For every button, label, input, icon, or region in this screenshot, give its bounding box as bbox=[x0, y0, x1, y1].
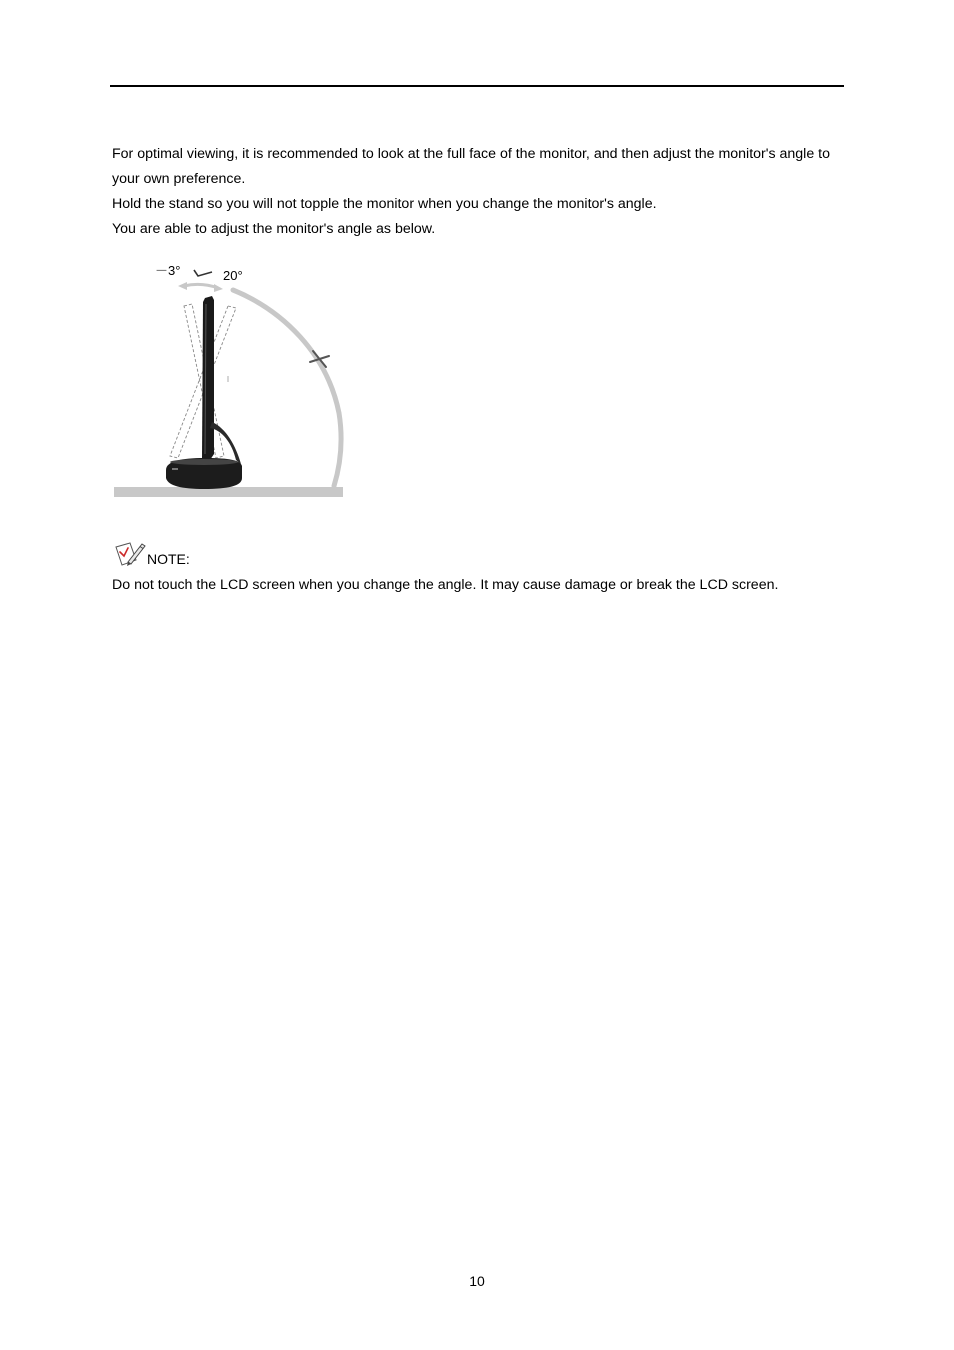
page-number: 10 bbox=[469, 1273, 485, 1289]
tilt-angle-figure bbox=[112, 258, 352, 503]
floor-line bbox=[114, 487, 343, 497]
header-rule bbox=[110, 85, 844, 87]
stand-neck bbox=[210, 422, 241, 464]
tilt-arc bbox=[233, 290, 341, 486]
intro-paragraph: You are able to adjust the monitor's angle as below. bbox=[112, 221, 436, 237]
base-logo bbox=[172, 468, 178, 470]
monitor-panel bbox=[202, 296, 214, 460]
angle-forward-label: －3° bbox=[155, 263, 181, 278]
angle-back-label: 20° bbox=[223, 268, 243, 283]
note-heading bbox=[114, 538, 190, 568]
angle-indicator-mark bbox=[194, 270, 212, 276]
note-text: Do not touch the LCD screen when you change the angle. It may cause damage or break the LCD screen. bbox=[112, 577, 779, 593]
intro-text bbox=[112, 142, 852, 242]
note-label: NOTE: bbox=[147, 551, 190, 567]
tilt-diagram bbox=[112, 258, 352, 503]
base-highlight bbox=[170, 459, 238, 465]
arrow-head-right bbox=[214, 284, 223, 292]
intro-paragraph: For optimal viewing, it is recommended to look at the full face of the monitor, and then adjust the monitor's angle to your own preference. bbox=[112, 146, 830, 187]
arrow-head-left bbox=[178, 282, 187, 290]
tilt-range-arrow bbox=[184, 284, 218, 288]
note-pencil-icon bbox=[114, 540, 146, 568]
intro-paragraph: Hold the stand so you will not topple the monitor when you change the monitor's angle. bbox=[112, 196, 657, 212]
